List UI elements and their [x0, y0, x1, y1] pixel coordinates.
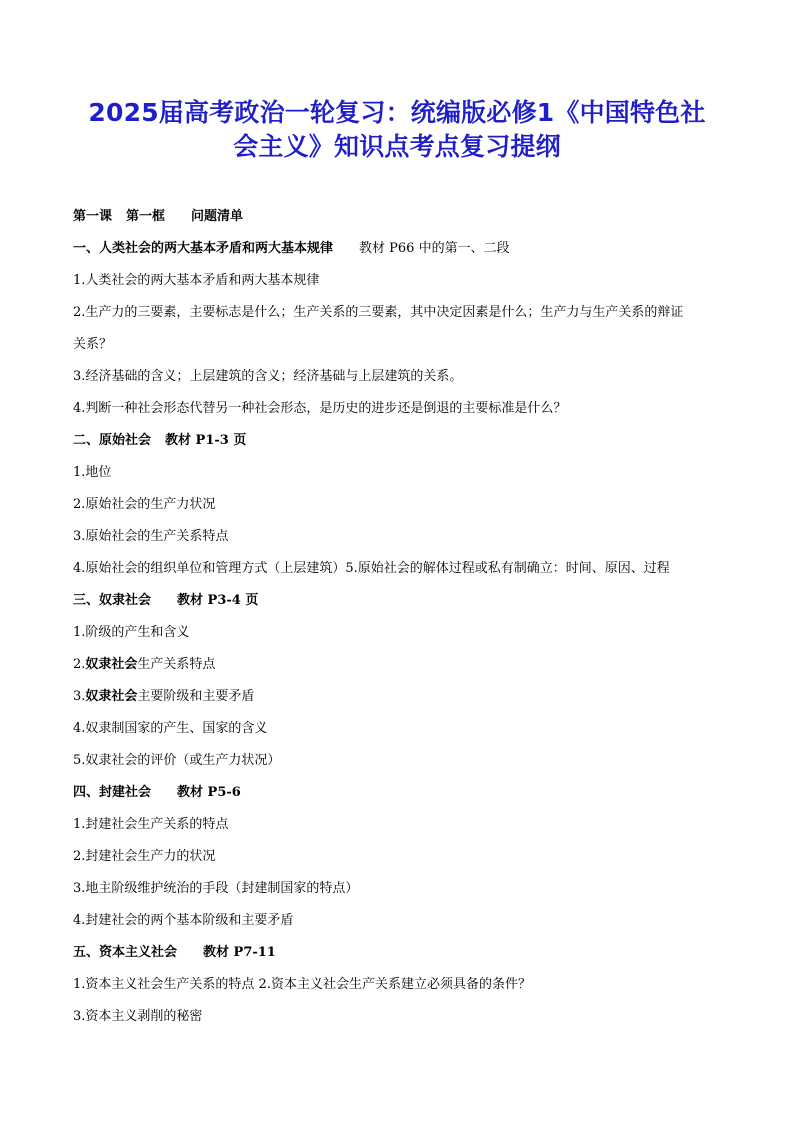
section-2-ref: 教材 P1-3 页 [165, 433, 247, 448]
section-2-item: 4.原始社会的组织单位和管理方式（上层建筑）5.原始社会的解体过程或私有制确立：时间、原因、过程 [73, 561, 670, 576]
section-4-item: 4.封建社会的两个基本阶级和主要矛盾 [73, 913, 294, 928]
lesson-label: 第一课 [73, 209, 113, 224]
section-1-item: 3.经济基础的含义；上层建筑的含义；经济基础与上层建筑的关系。 [73, 369, 463, 384]
section-1-heading [73, 233, 733, 265]
section-2-item: 2.原始社会的生产力状况 [73, 497, 216, 512]
title-line-2: 会主义》知识点考点复习提纲 [233, 132, 561, 161]
section-4-title: 四、封建社会 [73, 785, 152, 800]
section-4-item: 3.地主阶级维护统治的手段（封建制国家的特点） [73, 881, 359, 896]
section-3-title: 三、奴隶社会 [73, 593, 152, 608]
section-1-item: 2.生产力的三要素，主要标志是什么；生产关系的三要素，其中决定因素是什么；生产力与生产关系的辩证 [73, 305, 684, 320]
title-line-1: 2025届高考政治一轮复习：统编版必修1《中国特色社 [88, 98, 706, 127]
section-3-item: 4.奴隶制国家的产生、国家的含义 [73, 721, 268, 736]
section-2-item: 3.原始社会的生产关系特点 [73, 529, 229, 544]
section-5-title: 五、资本主义社会 [73, 945, 178, 960]
section-4-heading [73, 777, 733, 809]
section-1-ref: 教材 P66 中的第一、二段 [359, 241, 510, 256]
section-5-ref: 教材 P7-11 [203, 945, 276, 960]
section-1-item: 1.人类社会的两大基本矛盾和两大基本规律 [73, 273, 320, 288]
section-1-title: 一、人类社会的两大基本矛盾和两大基本规律 [73, 241, 334, 256]
section-1-item: 4.判断一种社会形态代替另一种社会形态，是历史的进步还是倒退的主要标准是什么？ [73, 401, 567, 416]
section-3-item: 2.奴隶社会生产关系特点 [73, 657, 216, 672]
section-5-item: 3.资本主义剥削的秘密 [73, 1009, 203, 1024]
section-5-heading [73, 937, 733, 969]
question-list-label: 问题清单 [191, 209, 244, 224]
section-3-item: 5.奴隶社会的评价（或生产力状况） [73, 753, 281, 768]
section-3-ref: 教材 P3-4 页 [177, 593, 259, 608]
frame-label: 第一框 [126, 209, 166, 224]
section-2-item: 1.地位 [73, 465, 112, 480]
document-body [73, 201, 733, 1033]
section-3-item: 1.阶级的产生和含义 [73, 625, 190, 640]
lesson-header [73, 201, 733, 233]
section-2-heading [73, 425, 733, 457]
section-3-item: 3.奴隶社会主要阶级和主要矛盾 [73, 689, 255, 704]
section-5-item: 1.资本主义社会生产关系的特点 2.资本主义社会生产关系建立必须具备的条件？ [73, 977, 531, 992]
section-4-ref: 教材 P5-6 [177, 785, 241, 800]
section-1-item: 关系？ [73, 337, 113, 352]
section-4-item: 1.封建社会生产关系的特点 [73, 817, 229, 832]
section-4-item: 2.封建社会生产力的状况 [73, 849, 216, 864]
section-3-heading [73, 585, 733, 617]
section-2-title: 二、原始社会 [73, 433, 152, 448]
document-title [60, 96, 734, 164]
